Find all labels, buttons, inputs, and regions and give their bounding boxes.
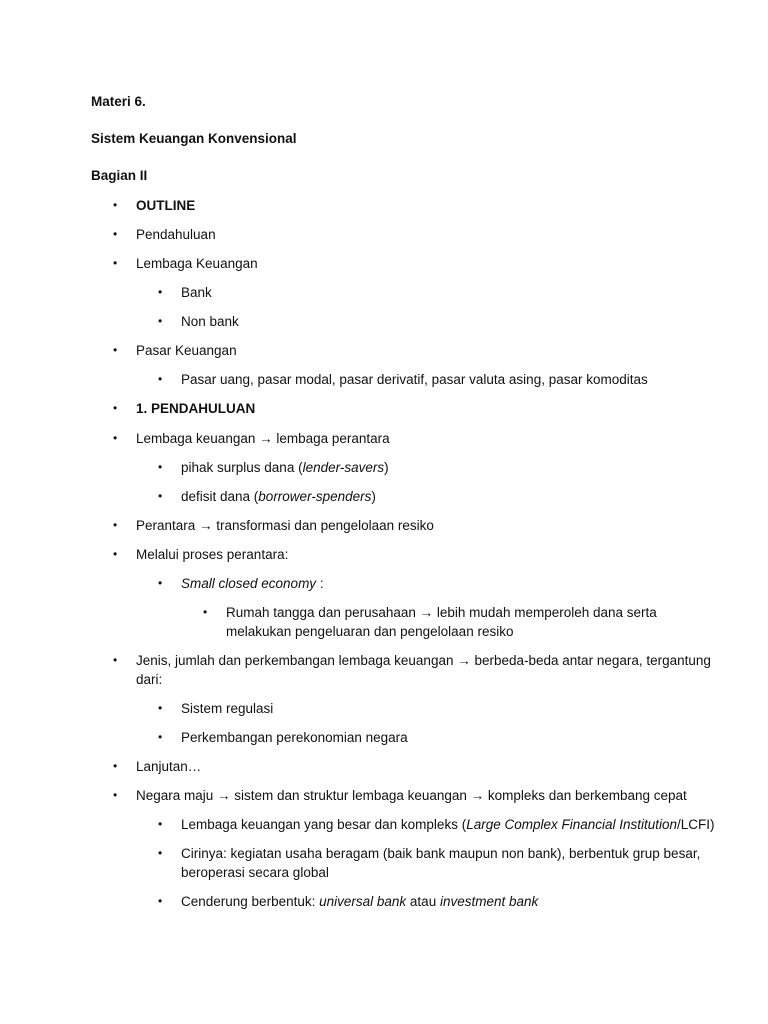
- list-item-jenis-line1: Jenis, jumlah dan perkembangan lembaga keuangan → berbeda-beda antar negara, tergantung: [136, 653, 711, 668]
- bullet: •: [203, 605, 208, 619]
- bullet: •: [113, 653, 118, 667]
- list-subitem-perekonomian: Perkembangan perekonomian negara: [181, 730, 408, 745]
- bullet: •: [113, 256, 118, 270]
- outline-subitem-nonbank: Non bank: [181, 314, 239, 329]
- italic-term: Small closed economy: [181, 576, 317, 591]
- bullet: •: [158, 314, 163, 328]
- bullet: •: [113, 759, 118, 773]
- bullet: •: [113, 431, 118, 445]
- bullet: •: [113, 227, 118, 241]
- bullet: •: [158, 576, 163, 590]
- text-run: ): [371, 489, 376, 504]
- bullet: •: [158, 894, 163, 908]
- text-run: atau: [406, 894, 440, 909]
- bullet: •: [158, 372, 163, 386]
- bullet: •: [158, 730, 163, 744]
- text-run: /LCFI): [677, 817, 715, 832]
- italic-term: Large Complex Financial Institution: [466, 817, 678, 832]
- text-run: pihak surplus dana (: [181, 460, 303, 475]
- text-run: Cenderung berbentuk:: [181, 894, 320, 909]
- text-run: ): [384, 460, 389, 475]
- italic-term: lender-savers: [302, 460, 385, 475]
- italic-term: universal bank: [319, 894, 407, 909]
- bullet: •: [113, 547, 118, 561]
- italic-term: borrower-spenders: [258, 489, 372, 504]
- list-item-jenis-line2: dari:: [136, 672, 163, 687]
- italic-term: investment bank: [439, 894, 539, 909]
- outline-subitem-bank: Bank: [181, 285, 212, 300]
- text-run: Lembaga keuangan yang besar dan kompleks (: [181, 817, 467, 832]
- outline-item-lembaga: Lembaga Keuangan: [136, 256, 258, 271]
- bullet: •: [113, 518, 118, 532]
- bullet: •: [113, 401, 118, 415]
- list-subitem-cirinya-line1: Cirinya: kegiatan usaha beragam (baik bank maupun non bank), berbentuk grup besar,: [181, 846, 701, 861]
- list-item-melalui: Melalui proses perantara:: [136, 547, 289, 562]
- text-run: defisit dana (: [181, 489, 259, 504]
- list-subitem-cirinya-line2: beroperasi secara global: [181, 865, 329, 880]
- bullet: •: [158, 817, 163, 831]
- list-subitem-lcfi: [181, 815, 715, 835]
- list-subitem-cenderung: [181, 892, 538, 912]
- list-subitem-small-closed: [181, 574, 324, 594]
- bullet: •: [158, 460, 163, 474]
- bullet: •: [113, 788, 118, 802]
- outline-item-pasar: Pasar Keuangan: [136, 343, 237, 358]
- bullet: •: [158, 846, 163, 860]
- materi-label: Materi 6.: [91, 94, 146, 109]
- bullet: •: [113, 343, 118, 357]
- list-item-perantara: Perantara → transformasi dan pengelolaan resiko: [136, 518, 434, 533]
- list-item-lanjutan: Lanjutan…: [136, 759, 202, 774]
- outline-heading: OUTLINE: [136, 198, 196, 213]
- list-subitem-surplus: [181, 458, 389, 478]
- list-item-negara-maju: Negara maju → sistem dan struktur lembaga keuangan → kompleks dan berkembang cepat: [136, 788, 687, 803]
- list-subsubitem-rumah-line1: Rumah tangga dan perusahaan → lebih mudah memperoleh dana serta: [226, 605, 657, 620]
- bullet: •: [158, 489, 163, 503]
- bullet: •: [158, 285, 163, 299]
- list-subitem-regulasi: Sistem regulasi: [181, 701, 274, 716]
- outline-subitem-pasar-list: Pasar uang, pasar modal, pasar derivatif, pasar valuta asing, pasar komoditas: [181, 372, 648, 387]
- section-heading-pendahuluan: 1. PENDAHULUAN: [136, 401, 256, 416]
- section-part-label: Bagian II: [91, 168, 148, 183]
- list-subitem-defisit: [181, 487, 376, 507]
- list-item-lembaga-perantara: Lembaga keuangan → lembaga perantara: [136, 431, 390, 446]
- document-title: Sistem Keuangan Konvensional: [91, 131, 297, 146]
- text-run: :: [316, 576, 324, 591]
- list-subsubitem-rumah-line2: melakukan pengeluaran dan pengelolaan resiko: [226, 624, 514, 639]
- bullet: •: [158, 701, 163, 715]
- bullet: •: [113, 198, 118, 212]
- outline-item-pendahuluan: Pendahuluan: [136, 227, 216, 242]
